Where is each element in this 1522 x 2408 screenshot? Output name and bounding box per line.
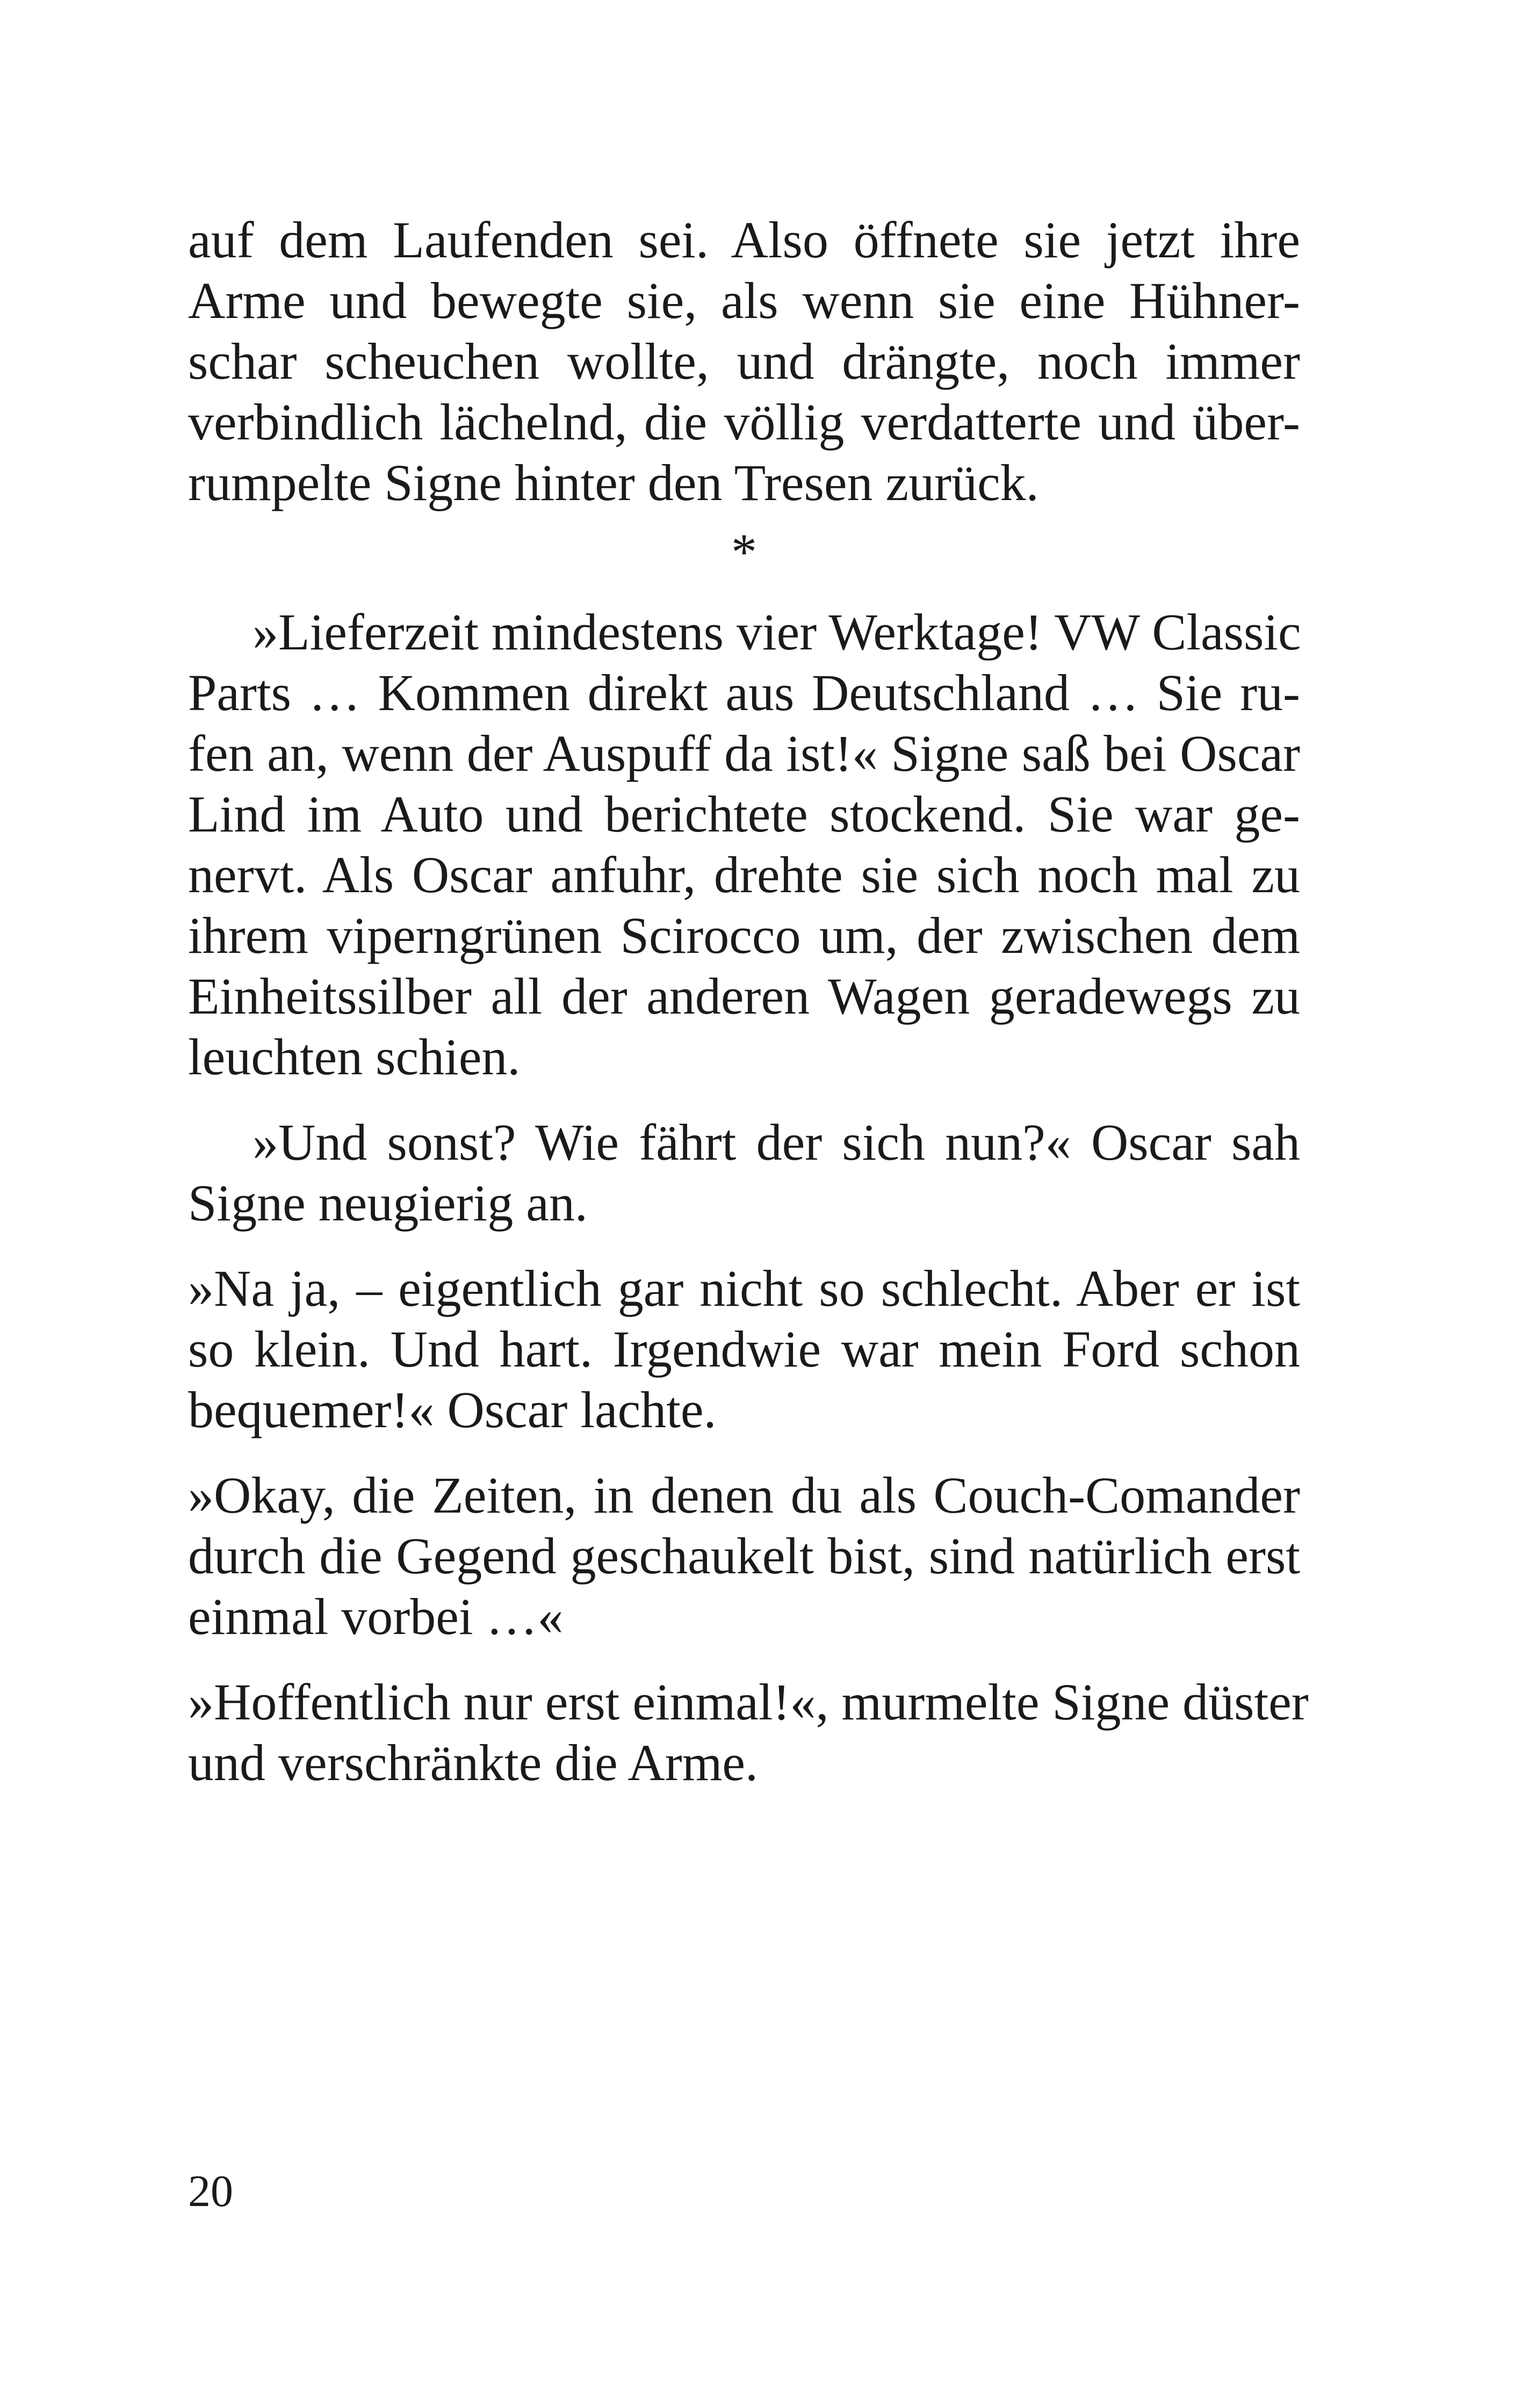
text-line: so klein. Und hart. Irgendwie war mein Ford schon — [188, 1320, 1300, 1378]
paragraph-1 — [188, 209, 1300, 513]
text-line: »Lieferzeit mindestens vier Werktage! VW Classic — [253, 603, 1301, 661]
text-line: »Hoffentlich nur erst einmal!«, murmelte Signe düster — [188, 1673, 1309, 1731]
text-line: bequemer!« Oscar lachte. — [188, 1381, 717, 1438]
text-line: leuchten schien. — [188, 1028, 521, 1086]
text-line: schar scheuchen wollte, und drängte, noch immer — [188, 332, 1300, 390]
paragraph-4 — [188, 1258, 1300, 1440]
text-line: »Na ja, – eigentlich gar nicht so schlecht. Aber er ist — [188, 1260, 1300, 1317]
text-line: »Okay, die Zeiten, in denen du als Couch-Comander — [188, 1466, 1300, 1524]
body-text — [188, 209, 1309, 1793]
text-line: einmal vorbei …« — [188, 1588, 564, 1645]
text-line: ihrem viperngrünen Scirocco um, der zwischen dem — [188, 907, 1300, 964]
text-line: Lind im Auto und berichtete stockend. Sie war ge- — [188, 785, 1300, 843]
text-line: Signe neugierig an. — [188, 1174, 588, 1232]
section-separator: * — [731, 523, 757, 581]
paragraph-2 — [188, 602, 1300, 1087]
text-line: »Und sonst? Wie fährt der sich nun?« Oscar sah — [253, 1113, 1300, 1171]
paragraph-5 — [188, 1465, 1300, 1647]
text-line: und verschränkte die Arme. — [188, 1734, 758, 1791]
text-line: durch die Gegend geschaukelt bist, sind natürlich erst — [188, 1527, 1300, 1585]
text-line: rumpelte Signe hinter den Tresen zurück. — [188, 454, 1039, 511]
paragraph-3 — [188, 1112, 1300, 1233]
text-line: Einheitssilber all der anderen Wagen geradewegs zu — [188, 967, 1300, 1025]
text-line: Arme und bewegte sie, als wenn sie eine Hühner- — [188, 272, 1300, 329]
text-line: auf dem Laufenden sei. Also öffnete sie jetzt ihre — [188, 211, 1300, 269]
text-line: verbindlich lächelnd, die völlig verdatterte und über- — [188, 393, 1300, 451]
text-line: fen an, wenn der Auspuff da ist!« Signe saß bei Oscar — [188, 725, 1300, 782]
page-number: 20 — [188, 2166, 233, 2216]
text-line: Parts … Kommen direkt aus Deutschland … Sie ru- — [188, 664, 1300, 721]
text-line: nervt. Als Oscar anfuhr, drehte sie sich noch mal zu — [188, 846, 1300, 903]
paragraph-6 — [188, 1672, 1309, 1793]
